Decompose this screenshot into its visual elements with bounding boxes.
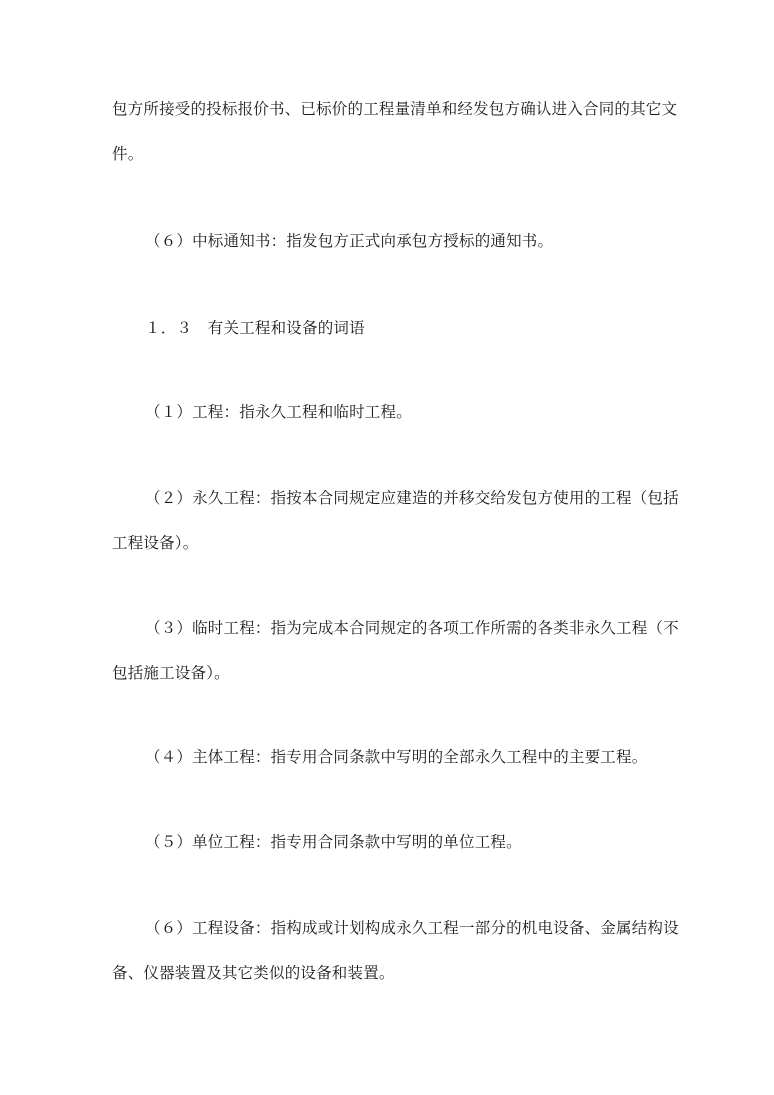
clause-item: （４）主体工程：指专用合同条款中写明的全部永久工程中的主要工程。	[145, 748, 648, 766]
clause-item: （１）工程：指永久工程和临时工程。	[145, 403, 412, 421]
clause-item: （２）永久工程：指按本合同规定应建造的并移交给发包方使用的工程（包括	[145, 489, 679, 507]
section-heading: １．３ 有关工程和设备的词语	[145, 319, 365, 337]
clause-item: （３）临时工程：指为完成本合同规定的各项工作所需的各类非永久工程（不	[145, 619, 679, 637]
paragraph-line: 包方所接受的投标报价书、已标价的工程量清单和经发包方确认进入合同的其它文	[112, 100, 678, 118]
clause-item-continuation: 工程设备）。	[112, 534, 199, 552]
clause-item: （６）工程设备：指构成或计划构成永久工程一部分的机电设备、金属结构设	[145, 919, 679, 937]
clause-item-continuation: 备、仪器装置及其它类似的设备和装置。	[112, 964, 395, 982]
clause-item: （６）中标通知书：指发包方正式向承包方授标的通知书。	[145, 232, 554, 250]
paragraph-line: 件。	[112, 145, 144, 163]
clause-item: （５）单位工程：指专用合同条款中写明的单位工程。	[145, 833, 522, 851]
clause-item-continuation: 包括施工设备）。	[112, 664, 230, 682]
